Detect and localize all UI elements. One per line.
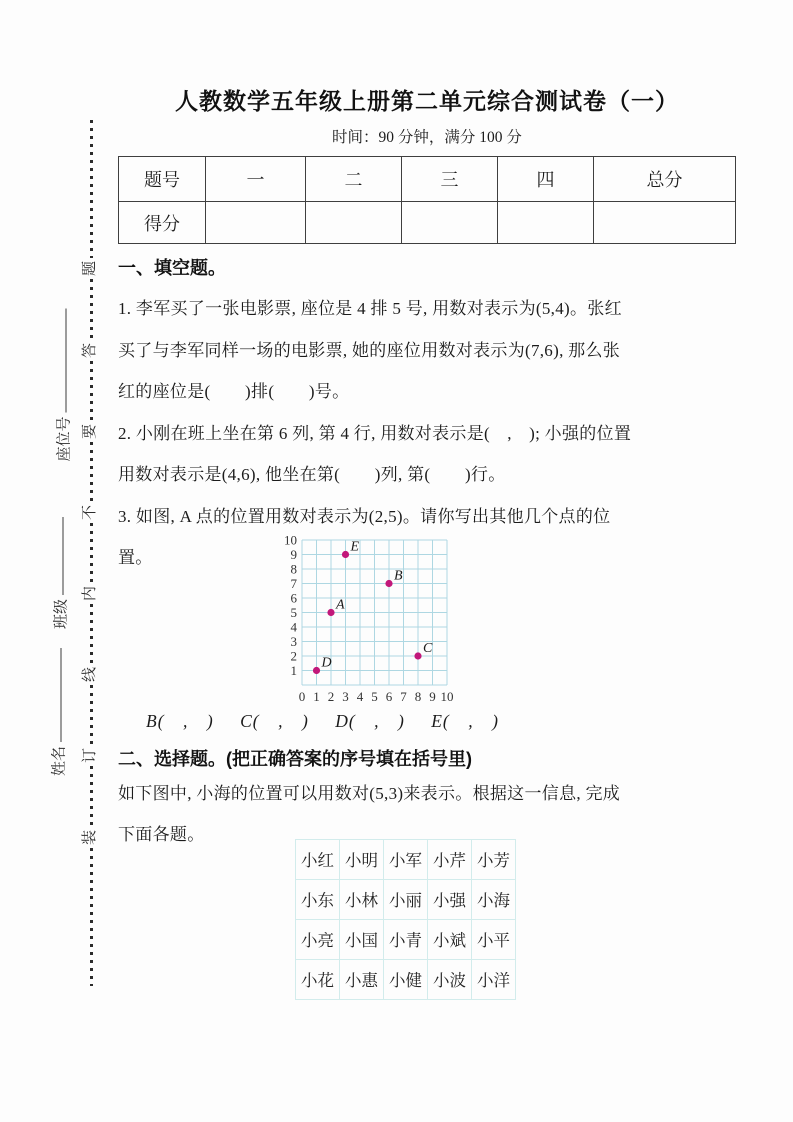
names-table-cell: 小芹 — [428, 839, 472, 879]
svg-text:8: 8 — [290, 561, 297, 576]
grid-point-A — [327, 608, 334, 615]
names-table-cell: 小芳 — [472, 839, 516, 879]
grid-point-label-B: B — [394, 568, 403, 583]
paper-subtitle: 时间：90 分钟，满分 100 分 — [332, 129, 522, 146]
student-name-text: 姓名 — [51, 745, 68, 777]
svg-text:6: 6 — [290, 590, 297, 605]
svg-text:0: 0 — [298, 688, 306, 704]
answer-item-c: C( , ) — [240, 710, 309, 731]
score-empty-cell — [306, 202, 402, 244]
names-table-cell: 小斌 — [428, 919, 472, 959]
grid-point-label-E: E — [350, 539, 360, 554]
score-table — [118, 156, 736, 244]
grid-point-label-D: D — [321, 655, 332, 670]
names-table-cell: 小军 — [384, 839, 428, 879]
svg-text:4: 4 — [290, 619, 297, 634]
grid-point-B — [385, 579, 392, 586]
binding-char: 不 — [82, 504, 99, 520]
question-line: 1. 李军买了一张电影票, 座位是 4 排 5 号, 用数对表示为(5,4)。张红 — [118, 299, 622, 318]
score-row-label: 得分 — [119, 202, 206, 244]
binding-dots-segment — [90, 523, 93, 583]
names-table-cell: 小海 — [472, 879, 516, 919]
svg-text:5: 5 — [290, 604, 297, 620]
question-line: 下面各题。 — [118, 825, 205, 844]
names-table-cell: 小强 — [428, 879, 472, 919]
binding-char: 要 — [82, 423, 99, 439]
names-table-row — [296, 879, 516, 919]
svg-text:2: 2 — [290, 648, 297, 663]
question-line: 红的座位是( )排( )号。 — [118, 382, 350, 401]
binding-dots-segment — [90, 848, 93, 986]
score-table-header-cell: 题号 — [119, 157, 206, 202]
binding-char: 装 — [82, 829, 99, 845]
question-line: 3. 如图, A 点的位置用数对表示为(2,5)。请你写出其他几个点的位 — [118, 506, 611, 526]
question-line: 用数对表示是(4,6), 他坐在第( )列, 第( )行。 — [118, 465, 506, 484]
names-table-cell: 小健 — [384, 959, 428, 999]
score-table-header-cell: 总分 — [594, 157, 736, 202]
binding-dots-segment — [90, 120, 93, 258]
score-table-header-cell: 二 — [306, 157, 402, 202]
section1-heading: 一、填空题。 — [118, 258, 226, 278]
names-table-cell: 小东 — [296, 879, 340, 919]
svg-text:2: 2 — [327, 688, 335, 704]
names-table-cell: 小丽 — [384, 879, 428, 919]
binding-char: 线 — [82, 667, 99, 683]
binding-dots-segment — [90, 685, 93, 745]
grid-point-label-C: C — [423, 640, 433, 656]
names-table-cell: 小惠 — [340, 959, 384, 999]
names-table-row — [296, 839, 516, 879]
score-empty-cell — [594, 202, 736, 244]
student-name-label — [48, 648, 69, 776]
binding-dotted-line — [82, 120, 100, 986]
names-table-cell: 小明 — [340, 839, 384, 879]
seat-number-blank-line — [64, 308, 67, 412]
binding-dots-segment — [90, 604, 93, 664]
paper-title: 人教数学五年级上册第二单元综合测试卷（一） — [175, 89, 679, 114]
score-table-header-cell: 一 — [206, 157, 306, 202]
question-line: 置。 — [118, 548, 153, 567]
svg-text:10: 10 — [284, 532, 297, 547]
svg-text:3: 3 — [342, 688, 349, 704]
svg-text:5: 5 — [371, 688, 378, 704]
question-line: 如下图中, 小海的位置可以用数对(5,3)来表示。根据这一信息, 完成 — [118, 783, 621, 803]
names-table-row — [296, 919, 516, 959]
binding-dots-segment — [90, 442, 93, 502]
grid-point-label-A: A — [336, 597, 345, 612]
binding-dots-segment — [90, 361, 93, 421]
class-label — [50, 517, 71, 629]
names-table-cell: 小国 — [340, 919, 384, 959]
question-2 — [118, 413, 736, 496]
names-table-cell: 小平 — [472, 919, 516, 959]
coordinate-grid-chart — [280, 532, 460, 707]
score-empty-cell — [402, 202, 498, 244]
names-table-cell: 小洋 — [472, 959, 516, 999]
question-line: 2. 小刚在班上坐在第 6 列, 第 4 行, 用数对表示是( , ); 小强的位置 — [118, 423, 632, 443]
binding-char: 答 — [82, 342, 99, 358]
svg-text:7: 7 — [400, 688, 407, 704]
names-table-row — [296, 959, 516, 999]
answer-item-e: E( , ) — [431, 710, 499, 731]
svg-text:1: 1 — [313, 688, 320, 704]
answer-item-b: B( , ) — [146, 710, 214, 731]
score-empty-cell — [498, 202, 594, 244]
names-table-cell: 小亮 — [296, 919, 340, 959]
names-table-cell: 小青 — [384, 919, 428, 959]
grid-point-C — [414, 652, 421, 659]
names-table-cell: 小林 — [340, 879, 384, 919]
svg-text:3: 3 — [290, 633, 297, 649]
section2-heading: 二、选择题。(把正确答案的序号填在括号里) — [118, 748, 472, 769]
question-1 — [118, 288, 736, 413]
grid-point-D — [313, 666, 320, 673]
svg-text:6: 6 — [385, 688, 393, 704]
svg-text:9: 9 — [429, 688, 436, 704]
class-text: 班级 — [53, 598, 70, 630]
paper-content — [118, 86, 736, 1000]
score-empty-cell — [206, 202, 306, 244]
svg-text:9: 9 — [290, 546, 297, 562]
answer-item-d: D( , ) — [335, 710, 405, 731]
seat-number-label — [53, 308, 74, 461]
score-table-header-cell: 四 — [498, 157, 594, 202]
svg-text:1: 1 — [290, 662, 297, 678]
names-table-cell: 小花 — [296, 959, 340, 999]
svg-text:10: 10 — [440, 688, 454, 704]
names-table-cell: 小波 — [428, 959, 472, 999]
svg-text:7: 7 — [290, 575, 297, 591]
question-line: 买了与李军同样一场的电影票, 她的座位用数对表示为(7,6), 那么张 — [118, 340, 621, 360]
score-table-header-cell: 三 — [402, 157, 498, 202]
grid-plot-svg — [280, 532, 460, 707]
binding-dots-segment — [90, 279, 93, 339]
svg-text:4: 4 — [356, 688, 364, 704]
names-table-cell: 小红 — [296, 839, 340, 879]
seat-number-text: 座位号 — [56, 416, 73, 462]
binding-char: 内 — [82, 586, 99, 602]
grid-point-E — [342, 550, 349, 557]
binding-char: 题 — [82, 261, 99, 277]
binding-char: 订 — [82, 748, 99, 764]
answers-row — [118, 705, 736, 737]
names-table — [295, 839, 516, 1000]
student-name-blank-line — [59, 648, 62, 742]
binding-dots-segment — [90, 766, 93, 826]
class-blank-line — [61, 517, 64, 595]
svg-text:8: 8 — [414, 688, 422, 704]
